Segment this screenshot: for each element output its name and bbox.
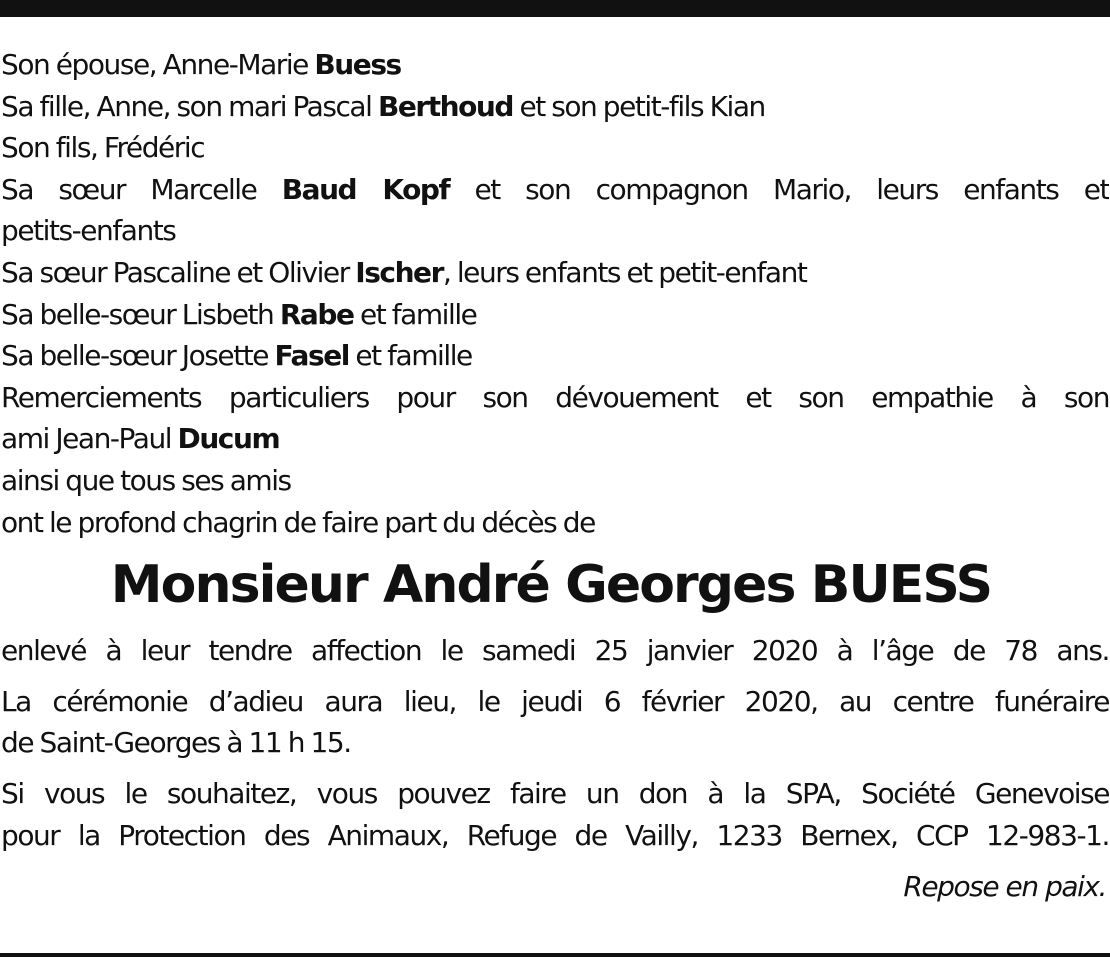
family-list — [1, 44, 1109, 543]
family-line: ainsi que tous ses amis — [1, 463, 291, 497]
donation-line: pour la Protection des Animaux, Refuge de Vailly, 1233 Bernex, CCP 12-983-1. — [1, 818, 1109, 852]
family-line: petits-enfants — [1, 214, 176, 248]
family-line: Son fils, Frédéric — [1, 131, 205, 165]
signoff: Repose en paix. — [903, 870, 1106, 904]
bottom-rule — [0, 953, 1110, 957]
ceremony-line: de Saint-Georges à 11 h 15. — [1, 726, 351, 760]
family-line: Sa sœur Marcelle Baud Kopf et son compagnon Mario, leurs enfants et — [1, 172, 1109, 206]
announcement-line: ont le profond chagrin de faire part du décès de — [1, 505, 595, 539]
obituary-notice — [1, 44, 1109, 908]
top-rule — [0, 0, 1110, 17]
death-notice-line: enlevé à leur tendre affection le samedi 25 janvier 2020 à l’âge de 78 ans. — [1, 634, 1109, 668]
deceased-name: Monsieur André Georges BUESS — [110, 555, 992, 616]
thanks-line: Remerciements particuliers pour son dévouement et son empathie à son — [1, 380, 1109, 414]
donation-paragraph — [1, 773, 1109, 856]
family-line: Sa sœur Pascaline et Olivier Ischer, leurs enfants et petit-enfant — [1, 255, 807, 289]
donation-line: Si vous le souhaitez, vous pouvez faire un don à la SPA, Société Genevoise — [1, 776, 1109, 810]
death-notice-paragraph — [1, 630, 1109, 672]
family-line: Son épouse, Anne-Marie Buess — [1, 48, 401, 81]
ceremony-paragraph — [1, 681, 1109, 764]
family-line: Sa belle-sœur Lisbeth Rabe et famille — [1, 297, 477, 331]
thanks-line: ami Jean-Paul Ducum — [1, 422, 280, 456]
ceremony-line: La cérémonie d’adieu aura lieu, le jeudi 6 février 2020, au centre funéraire — [1, 684, 1109, 718]
family-line: Sa belle-sœur Josette Fasel et famille — [1, 339, 472, 373]
family-line: Sa fille, Anne, son mari Pascal Berthoud et son petit-fils Kian — [1, 89, 765, 123]
